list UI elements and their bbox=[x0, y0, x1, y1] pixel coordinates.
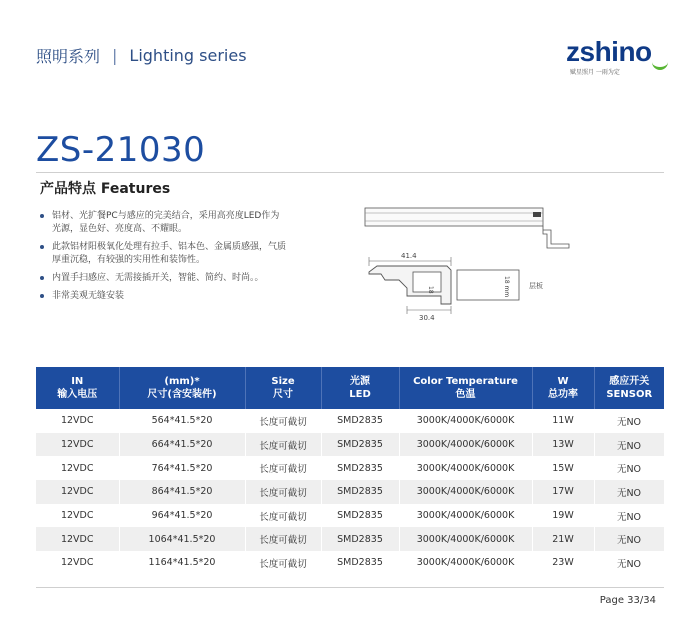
cell-sensor: 无NO bbox=[594, 433, 664, 457]
cell-size: 长度可截切 bbox=[245, 456, 321, 480]
logo-wordmark: zshino bbox=[566, 36, 652, 67]
product-model: ZS-21030 bbox=[36, 130, 206, 170]
cell-dimensions: 764*41.5*20 bbox=[119, 456, 245, 480]
features-list bbox=[38, 210, 288, 308]
header-cell-input-voltage: IN 输入电压 bbox=[36, 367, 119, 409]
cell-sensor: 无NO bbox=[594, 409, 664, 433]
header-cell-light-source: 光源 LED bbox=[321, 367, 399, 409]
cell-color-temp: 3000K/4000K/6000K bbox=[399, 409, 532, 433]
cell-input: 12VDC bbox=[36, 456, 119, 480]
cell-power: 17W bbox=[532, 480, 594, 504]
cell-dimensions: 1164*41.5*20 bbox=[119, 551, 245, 575]
table-row bbox=[36, 433, 664, 457]
cell-power: 11W bbox=[532, 409, 594, 433]
series-title-en: Lighting series bbox=[129, 46, 247, 65]
cell-sensor: 无NO bbox=[594, 456, 664, 480]
cell-power: 13W bbox=[532, 433, 594, 457]
panel-label: 层板 bbox=[529, 282, 543, 290]
cell-dimensions: 664*41.5*20 bbox=[119, 433, 245, 457]
spec-table bbox=[36, 367, 665, 575]
cell-sensor: 无NO bbox=[594, 480, 664, 504]
title-divider bbox=[36, 172, 664, 173]
cell-led: SMD2835 bbox=[321, 456, 399, 480]
cell-led: SMD2835 bbox=[321, 527, 399, 551]
feature-item: 非常美观无缝安装 bbox=[38, 290, 288, 303]
cell-power: 15W bbox=[532, 456, 594, 480]
feature-item: 铝材、光扩餐PC与感应的完美结合，采用高亮度LED作为光源，显色好、亮度高、不耀眼。 bbox=[38, 210, 288, 236]
table-row bbox=[36, 527, 664, 551]
profile-cross-section bbox=[369, 252, 543, 322]
dim-inner-label: 18 bbox=[427, 286, 434, 294]
features-heading: 产品特点 Features bbox=[40, 181, 171, 197]
cell-input: 12VDC bbox=[36, 551, 119, 575]
cell-color-temp: 3000K/4000K/6000K bbox=[399, 456, 532, 480]
cell-led: SMD2835 bbox=[321, 433, 399, 457]
cell-size: 长度可截切 bbox=[245, 409, 321, 433]
cell-size: 长度可截切 bbox=[245, 527, 321, 551]
feature-item: 此款铝材阳极氧化处理有拉手、铝本色、金属质感强，气质厚重沉稳，有较强的实用性和装饰性。 bbox=[38, 241, 288, 267]
table-row bbox=[36, 551, 664, 575]
cell-size: 长度可截切 bbox=[245, 433, 321, 457]
dim-top-label: 41.4 bbox=[401, 252, 417, 260]
table-header-row bbox=[36, 367, 664, 409]
header-cell-color-temperature: Color Temperature 色温 bbox=[399, 367, 532, 409]
header-cell-power: W 总功率 bbox=[532, 367, 594, 409]
cell-input: 12VDC bbox=[36, 409, 119, 433]
cell-input: 12VDC bbox=[36, 433, 119, 457]
cell-size: 长度可截切 bbox=[245, 480, 321, 504]
brand-logo bbox=[566, 38, 676, 78]
cell-power: 23W bbox=[532, 551, 594, 575]
dim-panel-label: 18 mm bbox=[503, 276, 510, 298]
cell-led: SMD2835 bbox=[321, 551, 399, 575]
cell-led: SMD2835 bbox=[321, 504, 399, 528]
logo-tagline: 赋星照月 一雨为定 bbox=[570, 69, 620, 76]
cell-led: SMD2835 bbox=[321, 409, 399, 433]
cell-color-temp: 3000K/4000K/6000K bbox=[399, 480, 532, 504]
header-cell-dimensions: (mm)* 尺寸(含安装件) bbox=[119, 367, 245, 409]
page-header bbox=[36, 44, 247, 67]
cell-sensor: 无NO bbox=[594, 504, 664, 528]
cell-input: 12VDC bbox=[36, 527, 119, 551]
cell-dimensions: 864*41.5*20 bbox=[119, 480, 245, 504]
cell-size: 长度可截切 bbox=[245, 504, 321, 528]
cell-color-temp: 3000K/4000K/6000K bbox=[399, 527, 532, 551]
cell-input: 12VDC bbox=[36, 504, 119, 528]
cell-dimensions: 1064*41.5*20 bbox=[119, 527, 245, 551]
cell-sensor: 无NO bbox=[594, 551, 664, 575]
cell-power: 19W bbox=[532, 504, 594, 528]
cell-dimensions: 964*41.5*20 bbox=[119, 504, 245, 528]
table-row bbox=[36, 409, 664, 433]
profile-side-view bbox=[365, 208, 569, 248]
table-row bbox=[36, 480, 664, 504]
cell-sensor: 无NO bbox=[594, 527, 664, 551]
cell-power: 21W bbox=[532, 527, 594, 551]
dim-bottom-label: 30.4 bbox=[419, 314, 435, 322]
cell-dimensions: 564*41.5*20 bbox=[119, 409, 245, 433]
table-row bbox=[36, 456, 664, 480]
cell-led: SMD2835 bbox=[321, 480, 399, 504]
cell-color-temp: 3000K/4000K/6000K bbox=[399, 551, 532, 575]
cell-size: 长度可截切 bbox=[245, 551, 321, 575]
feature-item: 内置手扫感应、无需接插开关，智能、简约、时尚。。 bbox=[38, 272, 288, 285]
cell-input: 12VDC bbox=[36, 480, 119, 504]
table-row bbox=[36, 504, 664, 528]
page-number: Page 33/34 bbox=[599, 595, 656, 606]
header-cell-size: Size 尺寸 bbox=[245, 367, 321, 409]
series-title-cn: 照明系列 bbox=[36, 47, 101, 66]
cell-color-temp: 3000K/4000K/6000K bbox=[399, 433, 532, 457]
product-drawing bbox=[355, 200, 585, 325]
header-cell-sensor: 感应开关 SENSOR bbox=[606, 376, 653, 400]
header-separator: | bbox=[112, 46, 118, 65]
footer-divider bbox=[36, 587, 664, 588]
cell-color-temp: 3000K/4000K/6000K bbox=[399, 504, 532, 528]
